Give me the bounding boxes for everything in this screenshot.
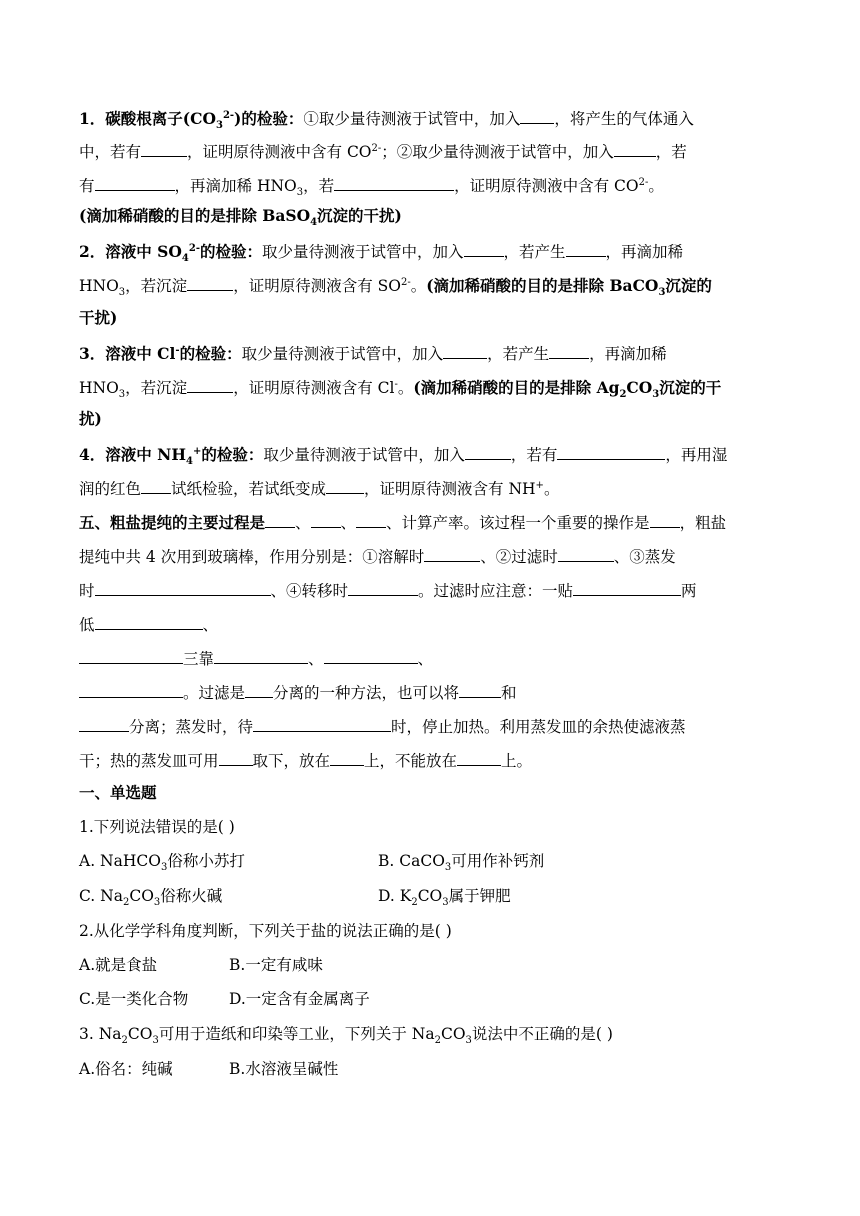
s3-line-1 [79, 342, 667, 364]
text: CO [417, 887, 443, 905]
text: 。 [543, 480, 560, 498]
text: 可用于造纸和印染等工业，下列关于 Na [158, 1025, 435, 1043]
text: 试纸检验，若试纸变成 [171, 480, 327, 498]
s3-title: 3．溶液中 Cl [79, 344, 176, 363]
sup: 2- [400, 276, 411, 288]
text: 属于钾肥 [448, 887, 511, 905]
q1-stem: 1.下列说法错误的是( ) [79, 818, 235, 836]
sub: 3 [215, 120, 223, 132]
blank[interactable] [187, 376, 233, 393]
blank[interactable] [141, 477, 171, 494]
q1-option-a[interactable] [79, 852, 245, 874]
text: 干；热的蒸发皿可用 [79, 752, 219, 770]
text: 三靠 [183, 650, 215, 668]
text: 的检验： [179, 344, 242, 363]
text: 的检验： [201, 445, 264, 464]
text: 两 [681, 582, 697, 600]
sub: 4 [310, 217, 318, 229]
q1-option-c[interactable] [79, 887, 223, 909]
blank[interactable] [356, 511, 386, 528]
q3-option-b[interactable]: B.水溶液呈碱性 [229, 1060, 339, 1078]
text: 润的红色 [79, 480, 142, 498]
text: CO [129, 887, 154, 905]
text: A. NaHCO [79, 852, 161, 870]
text: (滴加稀硝酸的目的是排除 BaSO [79, 206, 311, 225]
s4-line-2 [79, 477, 559, 499]
s3-note-end [79, 409, 102, 429]
q2-options-ab [79, 955, 479, 975]
sup: + [192, 445, 202, 457]
blank[interactable] [79, 715, 129, 732]
q3-option-a[interactable]: A.俗名：纯碱 [79, 1060, 173, 1078]
text: ，若有 [510, 446, 558, 464]
text: ，若产生 [487, 345, 550, 363]
text: ，证明原待测液含有 Cl [233, 379, 395, 397]
sub: 3 [118, 287, 126, 299]
blank[interactable] [459, 681, 501, 698]
text: 沉淀的 [665, 276, 712, 295]
text: 、④转移时 [270, 582, 349, 600]
text: (滴加稀硝酸的目的是排除 Ag [413, 378, 620, 397]
sub: 3 [118, 389, 126, 401]
text: B. CaCO [378, 852, 445, 870]
blank[interactable] [520, 107, 554, 124]
text: (滴加稀硝酸的目的是排除 BaCO [426, 276, 659, 295]
text: 、 [295, 514, 311, 532]
text: 上。 [501, 752, 533, 770]
text: ，再用湿 [665, 446, 728, 464]
s1-title: 1．碳酸根离子(CO [79, 109, 216, 128]
blank[interactable] [614, 140, 656, 157]
text: 、③蒸发 [613, 548, 676, 566]
sub: 3 [658, 287, 666, 299]
text: 3. Na [79, 1025, 122, 1043]
text: HNO [79, 379, 119, 397]
sup: 2- [188, 242, 200, 254]
text: ；②取少量待测液于试管中，加入 [381, 143, 614, 161]
blank[interactable] [557, 443, 665, 460]
sub: 3 [444, 862, 452, 874]
text: ，再滴加稀 [605, 243, 684, 261]
mc-heading: 一、单选题 [79, 783, 157, 802]
q2-option-c[interactable]: C.是一类化合物 [79, 990, 189, 1008]
blank[interactable] [330, 749, 364, 766]
text: 、计算产率。该过程一个重要的操作是 [386, 514, 650, 532]
blank[interactable] [95, 579, 271, 596]
sub: 2 [411, 897, 418, 909]
text: 。 [410, 277, 427, 295]
blank[interactable] [326, 477, 364, 494]
text: 。 [648, 177, 664, 195]
text: 、 [308, 650, 324, 668]
text: ，若沉淀 [125, 379, 188, 397]
text: ，若沉淀 [125, 277, 188, 295]
blank[interactable] [464, 240, 504, 257]
q1-options-ab [79, 851, 759, 874]
text: 时，停止加热。利用蒸发皿的余热使滤液蒸 [391, 718, 686, 736]
text: 取少量待测液于试管中，加入 [261, 243, 464, 261]
text: ，再滴加稀 HNO [174, 177, 297, 195]
blank[interactable] [245, 681, 273, 698]
sub: 3 [296, 187, 304, 199]
text: 。过滤时应注意：一贴 [418, 582, 574, 600]
text: 取下，放在 [252, 752, 331, 770]
text: 取少量待测液于试管中，加入 [241, 345, 444, 363]
sub: 2 [121, 1035, 128, 1047]
text: 、 [202, 616, 219, 634]
q3-options-ab [79, 1059, 479, 1079]
q2-option-b[interactable]: B.一定有咸味 [229, 956, 323, 974]
s4-title: 4．溶液中 NH [79, 445, 186, 464]
text: 俗称火碱 [160, 887, 223, 905]
text: ，证明原待测液含有 SO [233, 277, 401, 295]
text: 上，不能放在 [364, 752, 458, 770]
text: 沉淀的干 [659, 378, 722, 397]
text: 有 [79, 177, 95, 195]
text: ，证明原待测液中含有 CO [187, 143, 372, 161]
text: CO [626, 378, 653, 397]
text: ，若产生 [503, 243, 566, 261]
text: 俗称小苏打 [167, 852, 245, 870]
text: ，若 [303, 177, 335, 195]
q1-options-cd [79, 886, 759, 909]
blank[interactable] [141, 140, 187, 157]
s1-line-2 [79, 140, 687, 162]
q3-stem [79, 1024, 613, 1047]
blank[interactable] [187, 274, 233, 291]
blank[interactable] [424, 545, 480, 562]
text: 和 [501, 684, 517, 702]
q2-stem: 2.从化学学科角度判断，下列关于盐的说法正确的是( ) [79, 922, 452, 940]
blank[interactable] [95, 174, 175, 191]
sub: 3 [465, 1035, 472, 1047]
blank[interactable] [348, 579, 418, 596]
s4-line-1 [79, 443, 728, 468]
blank[interactable] [650, 511, 680, 528]
text: 、②过滤时 [480, 548, 558, 566]
text: HNO [79, 277, 119, 295]
text: 扰) [79, 409, 102, 428]
sub: 3 [152, 1035, 159, 1047]
s2-line-2 [79, 274, 712, 299]
blank[interactable] [566, 240, 606, 257]
sub: 4 [181, 253, 189, 265]
sub: 2 [122, 897, 130, 909]
sub: 3 [153, 897, 161, 909]
sub: 2 [619, 389, 627, 401]
text: 、 [340, 514, 357, 532]
s2-title: 2．溶液中 SO [79, 242, 182, 261]
text: 低 [79, 616, 95, 634]
q1-option-b[interactable] [378, 851, 545, 874]
text: 提纯中共 4 次用到玻璃棒，作用分别是：①溶解时 [79, 548, 425, 566]
text: 干扰) [79, 308, 118, 327]
text: ，若 [655, 143, 687, 161]
sup: 2- [638, 176, 649, 188]
sup: 2- [371, 142, 382, 154]
s5-line-5 [79, 647, 433, 669]
s1-line-1 [79, 107, 694, 132]
q2-option-d[interactable]: D.一定含有金属离子 [229, 990, 370, 1008]
text: CO [127, 1025, 153, 1043]
text: C. Na [79, 887, 123, 905]
s5-title: 五、粗盐提纯的主要过程是 [79, 513, 266, 532]
sup: 2- [222, 109, 235, 121]
text: 、 [417, 650, 434, 668]
s3-line-2 [79, 376, 722, 401]
text: 。 [397, 379, 414, 397]
text: 分离；蒸发时，待 [129, 718, 254, 736]
text: 。过滤是 [183, 684, 246, 702]
s1-note [79, 206, 402, 229]
blank[interactable] [443, 342, 487, 359]
blank[interactable] [219, 749, 253, 766]
blank[interactable] [79, 647, 183, 664]
blank[interactable] [214, 647, 308, 664]
sub: 4 [186, 456, 193, 468]
text: 中，若有 [79, 143, 142, 161]
text: 时 [79, 582, 95, 600]
text: ，证明原待测液中含有 CO [454, 177, 639, 195]
text: ，再滴加稀 [589, 345, 667, 363]
text: ，证明原待测液含有 NH [364, 480, 536, 498]
s1-title-end: )的检验： [234, 109, 304, 128]
text: 可用作补钙剂 [451, 852, 545, 870]
blank[interactable] [549, 342, 589, 359]
blank[interactable] [265, 511, 295, 528]
text: 分离的一种方法，也可以将 [273, 684, 460, 702]
text: 的检验： [199, 242, 262, 261]
q1-option-d[interactable] [378, 886, 511, 909]
blank[interactable] [573, 579, 681, 596]
s5-line-1 [79, 511, 726, 533]
s5-line-7 [79, 715, 686, 737]
text: 说法中不正确的是( ) [471, 1025, 613, 1043]
sub: 3 [652, 389, 660, 401]
text: CO [440, 1025, 466, 1043]
text: ，将产生的气体通入 [554, 110, 694, 128]
blank[interactable] [311, 511, 341, 528]
sup: - [175, 344, 180, 356]
q2-options-cd [79, 989, 479, 1009]
s1-line-3 [79, 174, 664, 199]
blank[interactable] [558, 545, 614, 562]
s5-line-3 [79, 579, 697, 601]
text: 取少量待测液于试管中，加入 [263, 446, 465, 464]
sub: 3 [442, 897, 449, 909]
blank[interactable] [334, 174, 454, 191]
text: D. K [378, 887, 412, 905]
q2-option-a[interactable]: A.就是食盐 [79, 956, 158, 974]
sub: 3 [160, 862, 168, 874]
s5-line-6 [79, 681, 517, 703]
blank[interactable] [95, 613, 203, 630]
text: ，粗盐 [679, 514, 727, 532]
blank[interactable] [253, 715, 391, 732]
s2-note-end [79, 308, 117, 328]
blank[interactable] [465, 443, 511, 460]
s2-line-1 [79, 240, 684, 265]
sub: 2 [434, 1035, 441, 1047]
sup: - [394, 378, 398, 390]
s5-line-8 [79, 749, 532, 771]
text: 沉淀的干扰) [317, 206, 402, 225]
blank[interactable] [79, 681, 183, 698]
blank[interactable] [324, 647, 418, 664]
sup: + [535, 479, 544, 491]
text: ①取少量待测液于试管中，加入 [303, 110, 521, 128]
s5-line-4 [79, 613, 218, 635]
blank[interactable] [457, 749, 501, 766]
s5-line-2 [79, 545, 676, 567]
